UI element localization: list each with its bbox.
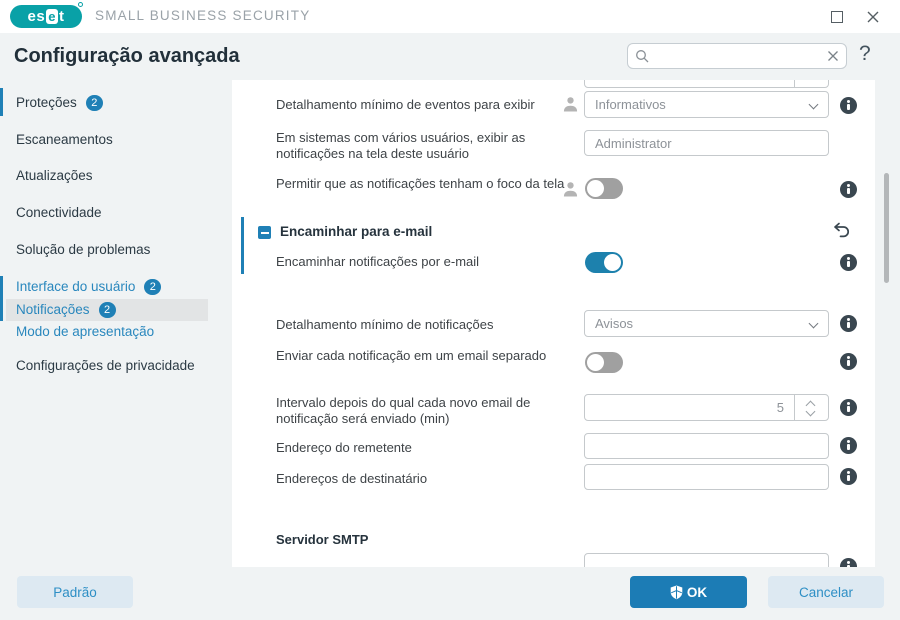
spinner-control[interactable] bbox=[795, 395, 828, 420]
logo-text: es bbox=[27, 8, 46, 25]
badge-count: 2 bbox=[144, 279, 161, 295]
search-icon bbox=[635, 49, 650, 64]
info-icon[interactable] bbox=[840, 437, 857, 454]
sidebar-item-connectivity[interactable]: Conectividade bbox=[16, 205, 102, 220]
vertical-scrollbar[interactable] bbox=[884, 173, 889, 283]
label-min-notif-verbosity: Detalhamento mínimo de notificações bbox=[276, 317, 494, 332]
help-button[interactable]: ? bbox=[859, 42, 871, 65]
sidebar-item-protections[interactable]: Proteções 2 bbox=[16, 92, 103, 114]
close-button[interactable] bbox=[862, 7, 884, 27]
label-min-event-verbosity: Detalhamento mínimo de eventos para exibir bbox=[276, 97, 535, 112]
user-scope-icon bbox=[562, 95, 579, 113]
spinner-down-icon[interactable] bbox=[806, 407, 816, 417]
input-sender-address[interactable] bbox=[584, 433, 829, 459]
badge-count: 2 bbox=[86, 95, 103, 111]
title-bar bbox=[0, 0, 900, 33]
page-title: Configuração avançada bbox=[14, 45, 240, 67]
info-icon[interactable] bbox=[840, 181, 857, 198]
subsection-title-smtp: Servidor SMTP bbox=[276, 532, 369, 547]
label-separate-email: Enviar cada notificação em um email separado bbox=[276, 348, 547, 363]
default-button[interactable]: Padrão bbox=[17, 576, 133, 608]
sidebar-item-presentation-mode[interactable]: Modo de apresentação bbox=[16, 324, 155, 339]
info-icon[interactable] bbox=[840, 558, 857, 567]
info-icon[interactable] bbox=[840, 399, 857, 416]
sidebar-item-user-interface[interactable]: Interface do usuário 2 bbox=[16, 276, 161, 298]
eset-logo: es e t bbox=[10, 5, 82, 28]
section-accent-bar bbox=[241, 217, 244, 274]
info-icon[interactable] bbox=[840, 468, 857, 485]
logo-trademark-dot bbox=[78, 2, 83, 7]
sidebar-item-scans[interactable]: Escaneamentos bbox=[16, 132, 113, 147]
search-box[interactable] bbox=[627, 43, 847, 69]
partial-bottom-input[interactable] bbox=[584, 553, 829, 567]
product-name: SMALL BUSINESS SECURITY bbox=[95, 8, 311, 23]
dropdown-min-event-verbosity[interactable]: Informativos bbox=[584, 91, 829, 118]
toggle-focus[interactable] bbox=[585, 178, 623, 199]
badge-count: 2 bbox=[99, 302, 116, 318]
close-icon bbox=[866, 10, 880, 24]
maximize-icon bbox=[831, 11, 843, 23]
info-icon[interactable] bbox=[840, 254, 857, 271]
maximize-button[interactable] bbox=[826, 7, 848, 27]
dropdown-min-notif-verbosity[interactable]: Avisos bbox=[584, 310, 829, 337]
cancel-button[interactable]: Cancelar bbox=[768, 576, 884, 608]
chevron-down-icon bbox=[809, 100, 819, 110]
shield-icon bbox=[670, 585, 683, 600]
settings-panel bbox=[232, 80, 875, 567]
info-icon[interactable] bbox=[840, 315, 857, 332]
info-icon[interactable] bbox=[840, 353, 857, 370]
toggle-separate-email[interactable] bbox=[585, 352, 623, 373]
label-sender: Endereço do remetente bbox=[276, 440, 412, 455]
search-clear-icon[interactable] bbox=[827, 50, 839, 62]
sidebar-item-updates[interactable]: Atualizações bbox=[16, 168, 93, 183]
section-title-forward-email: Encaminhar para e-mail bbox=[280, 224, 433, 239]
info-icon[interactable] bbox=[840, 97, 857, 114]
footer bbox=[0, 567, 900, 620]
collapse-section-icon[interactable] bbox=[258, 226, 271, 239]
sidebar bbox=[0, 80, 232, 567]
revert-icon[interactable] bbox=[832, 221, 850, 239]
label-forward-email: Encaminhar notificações por e-mail bbox=[276, 254, 480, 269]
sidebar-item-privacy-settings[interactable]: Configurações de privacidade bbox=[16, 358, 195, 373]
header bbox=[0, 33, 900, 80]
accent-bar-protections bbox=[0, 88, 3, 116]
input-display-user[interactable] bbox=[584, 130, 829, 156]
sidebar-item-notifications[interactable]: Notificações 2 bbox=[6, 299, 208, 321]
label-interval: Intervalo depois do qual cada novo email de notificação será enviado (min) bbox=[276, 395, 531, 426]
input-recipient-addresses[interactable] bbox=[584, 464, 829, 490]
partial-top-number-input[interactable] bbox=[584, 80, 829, 88]
number-input-interval[interactable]: 5 bbox=[584, 394, 829, 421]
accent-bar-ui bbox=[0, 276, 3, 321]
search-input[interactable] bbox=[656, 45, 816, 67]
label-focus: Permitir que as notificações tenham o foco da tela bbox=[276, 176, 565, 191]
label-multi-user: Em sistemas com vários usuários, exibir as notificações na tela deste usuário bbox=[276, 130, 526, 161]
chevron-down-icon bbox=[809, 319, 819, 329]
ok-button[interactable]: OK bbox=[630, 576, 747, 608]
sidebar-item-troubleshooting[interactable]: Solução de problemas bbox=[16, 242, 151, 257]
label-recipients: Endereços de destinatário bbox=[276, 471, 428, 486]
toggle-forward-email[interactable] bbox=[585, 252, 623, 273]
user-scope-icon bbox=[562, 180, 579, 198]
